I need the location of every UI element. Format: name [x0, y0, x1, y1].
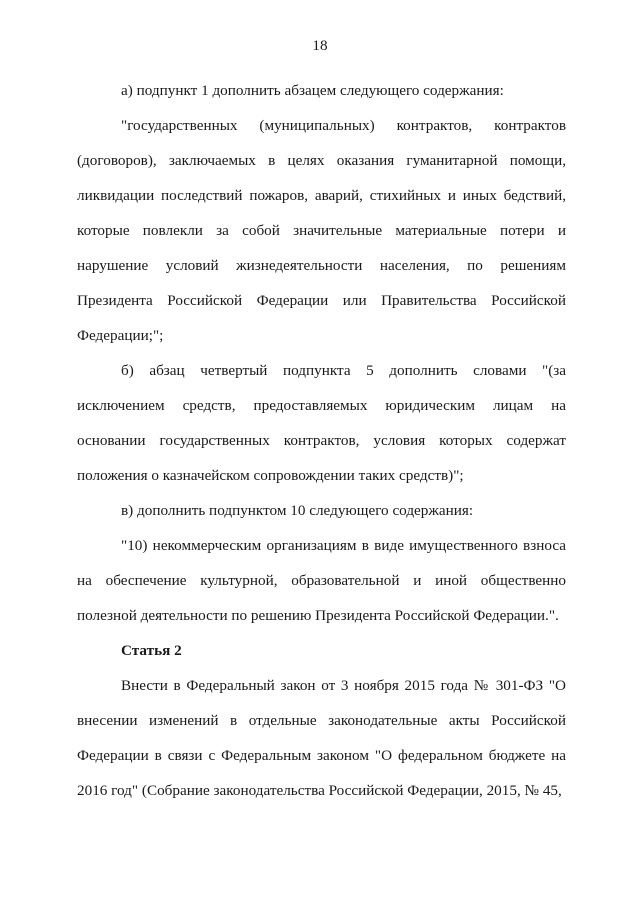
paragraph-amend-law: Внести в Федеральный закон от 3 ноября 2015 года № 301-ФЗ "О внесении изменений в отдельные законодательные акты Российской Федерации в связи с Федеральным законом "О федеральном бюджете на 2016 год" (Собрание законодательства Российской Федерации, 2015, № 45, [77, 677, 566, 799]
paragraph-quoted-contracts: "государственных (муниципальных) контрактов, контрактов (договоров), заключаемых в целях оказания гуманитарной помощи, ликвидации последствий пожаров, аварий, стихийных и иных бедствий, которые повлекли за собой значительные материальные потери и нарушение условий жизнедеятельности населения, по решениям Президента Российской Федерации или Правительства Российской Федерации;"; [77, 117, 566, 344]
document-body [77, 73, 566, 808]
paragraph-subitem-b: б) абзац четвертый подпункта 5 дополнить словами "(за исключением средств, предоставляемых юридическим лицам на основании государственных контрактов, условия которых содержат положения о казначейском сопровождении таких средств)"; [77, 362, 566, 484]
paragraph-quoted-item-10: "10) некоммерческим организациям в виде имущественного взноса на обеспечение культурной, образовательной и иной общественно полезной деятельности по решению Президента Российской Федерации.". [77, 537, 566, 624]
paragraph-subitem-c: в) дополнить подпунктом 10 следующего содержания: [121, 502, 474, 519]
page-number: 18 [312, 37, 328, 54]
article-heading: Статья 2 [121, 642, 182, 659]
paragraph-subitem-a: а) подпункт 1 дополнить абзацем следующего содержания: [121, 82, 504, 99]
